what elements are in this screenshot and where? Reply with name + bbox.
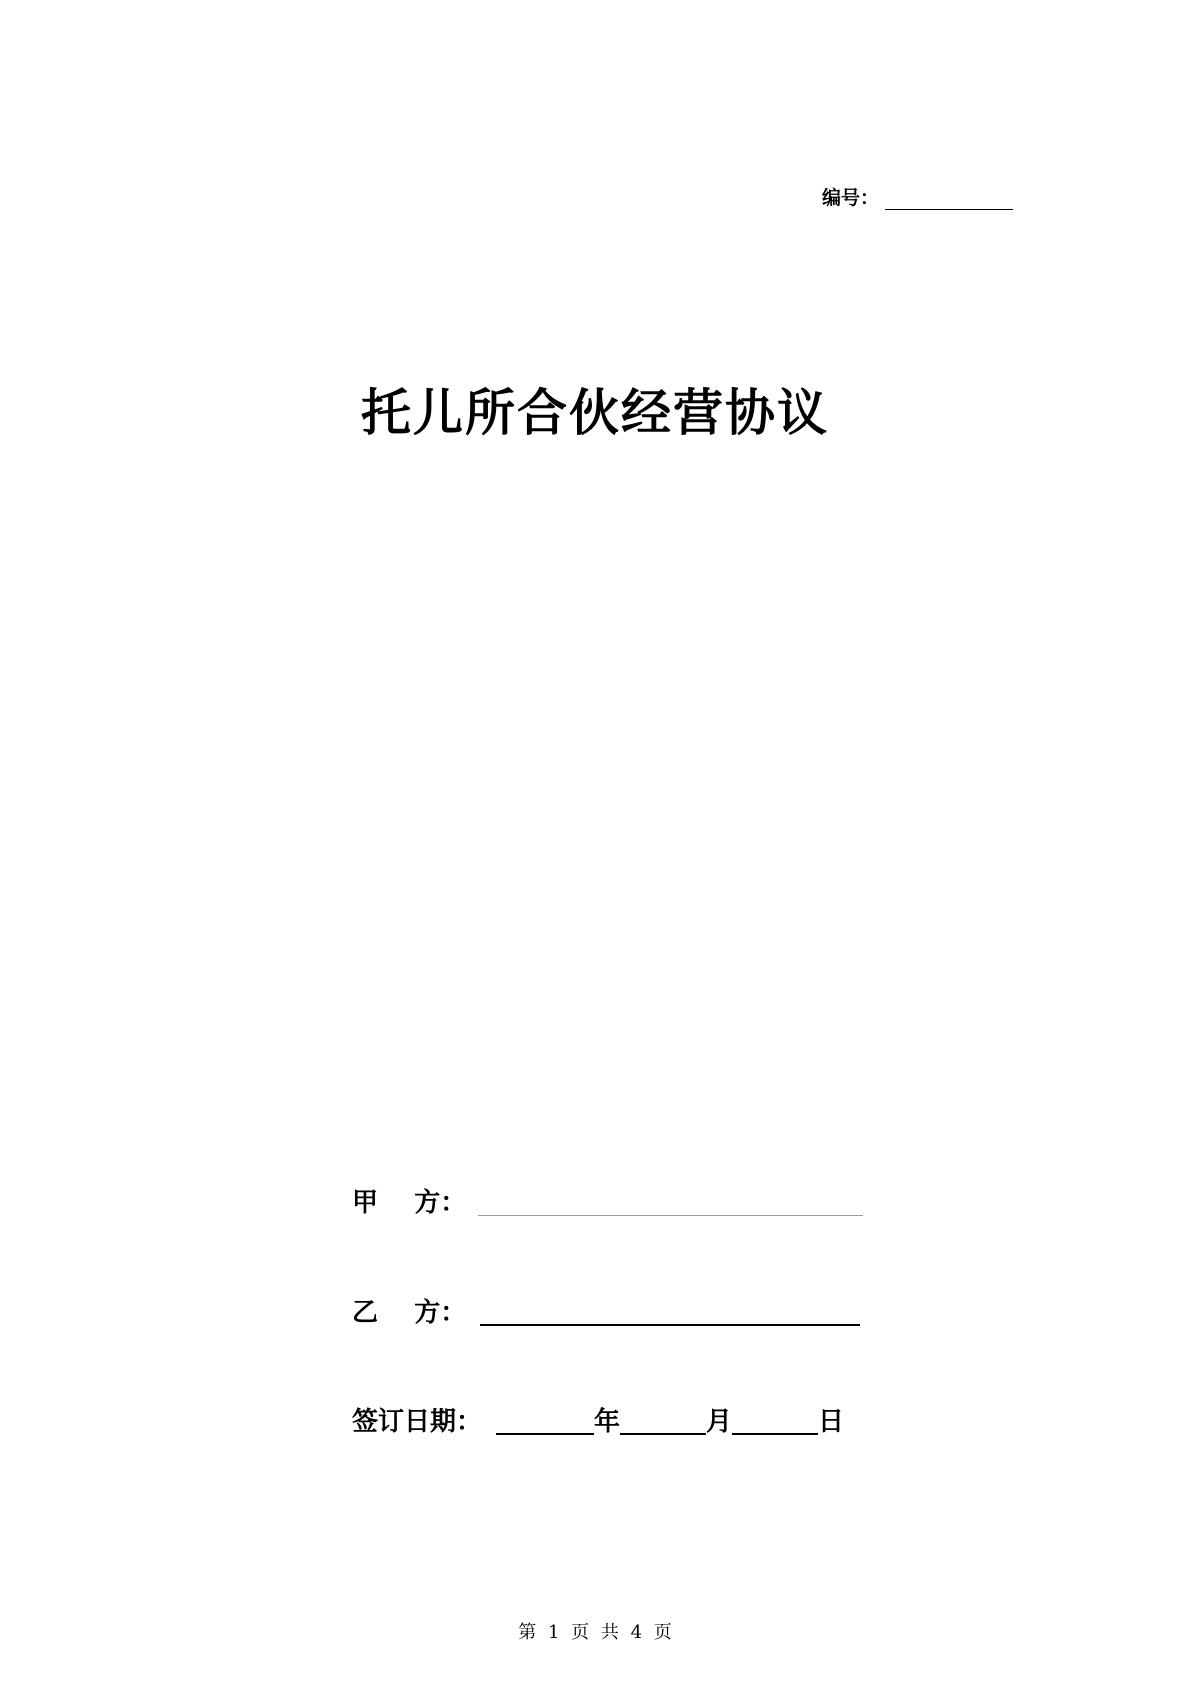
month-unit-label: 月 — [706, 1407, 733, 1437]
serial-number-label: 编号： — [822, 187, 880, 209]
day-unit-label: 日 — [818, 1407, 845, 1437]
year-blank-line — [496, 1403, 594, 1435]
party-a-blank-line — [478, 1185, 863, 1216]
party-a-label: 甲 方： — [352, 1188, 467, 1218]
serial-number-field — [822, 182, 1013, 210]
document-title: 托儿所合伙经营协议 — [361, 384, 829, 442]
party-b-field — [352, 1290, 860, 1330]
signing-date-field — [352, 1399, 844, 1439]
year-unit-label: 年 — [594, 1407, 621, 1437]
party-b-blank-line — [480, 1294, 860, 1326]
day-blank-line — [732, 1403, 818, 1435]
party-b-label: 乙 方： — [352, 1298, 467, 1328]
page-number-footer: 第 1 页 共 4 页 — [518, 1622, 672, 1643]
serial-number-blank-line — [885, 185, 1013, 210]
party-a-field — [352, 1180, 863, 1220]
month-blank-line — [620, 1403, 706, 1435]
signing-date-label: 签订日期： — [352, 1407, 483, 1437]
